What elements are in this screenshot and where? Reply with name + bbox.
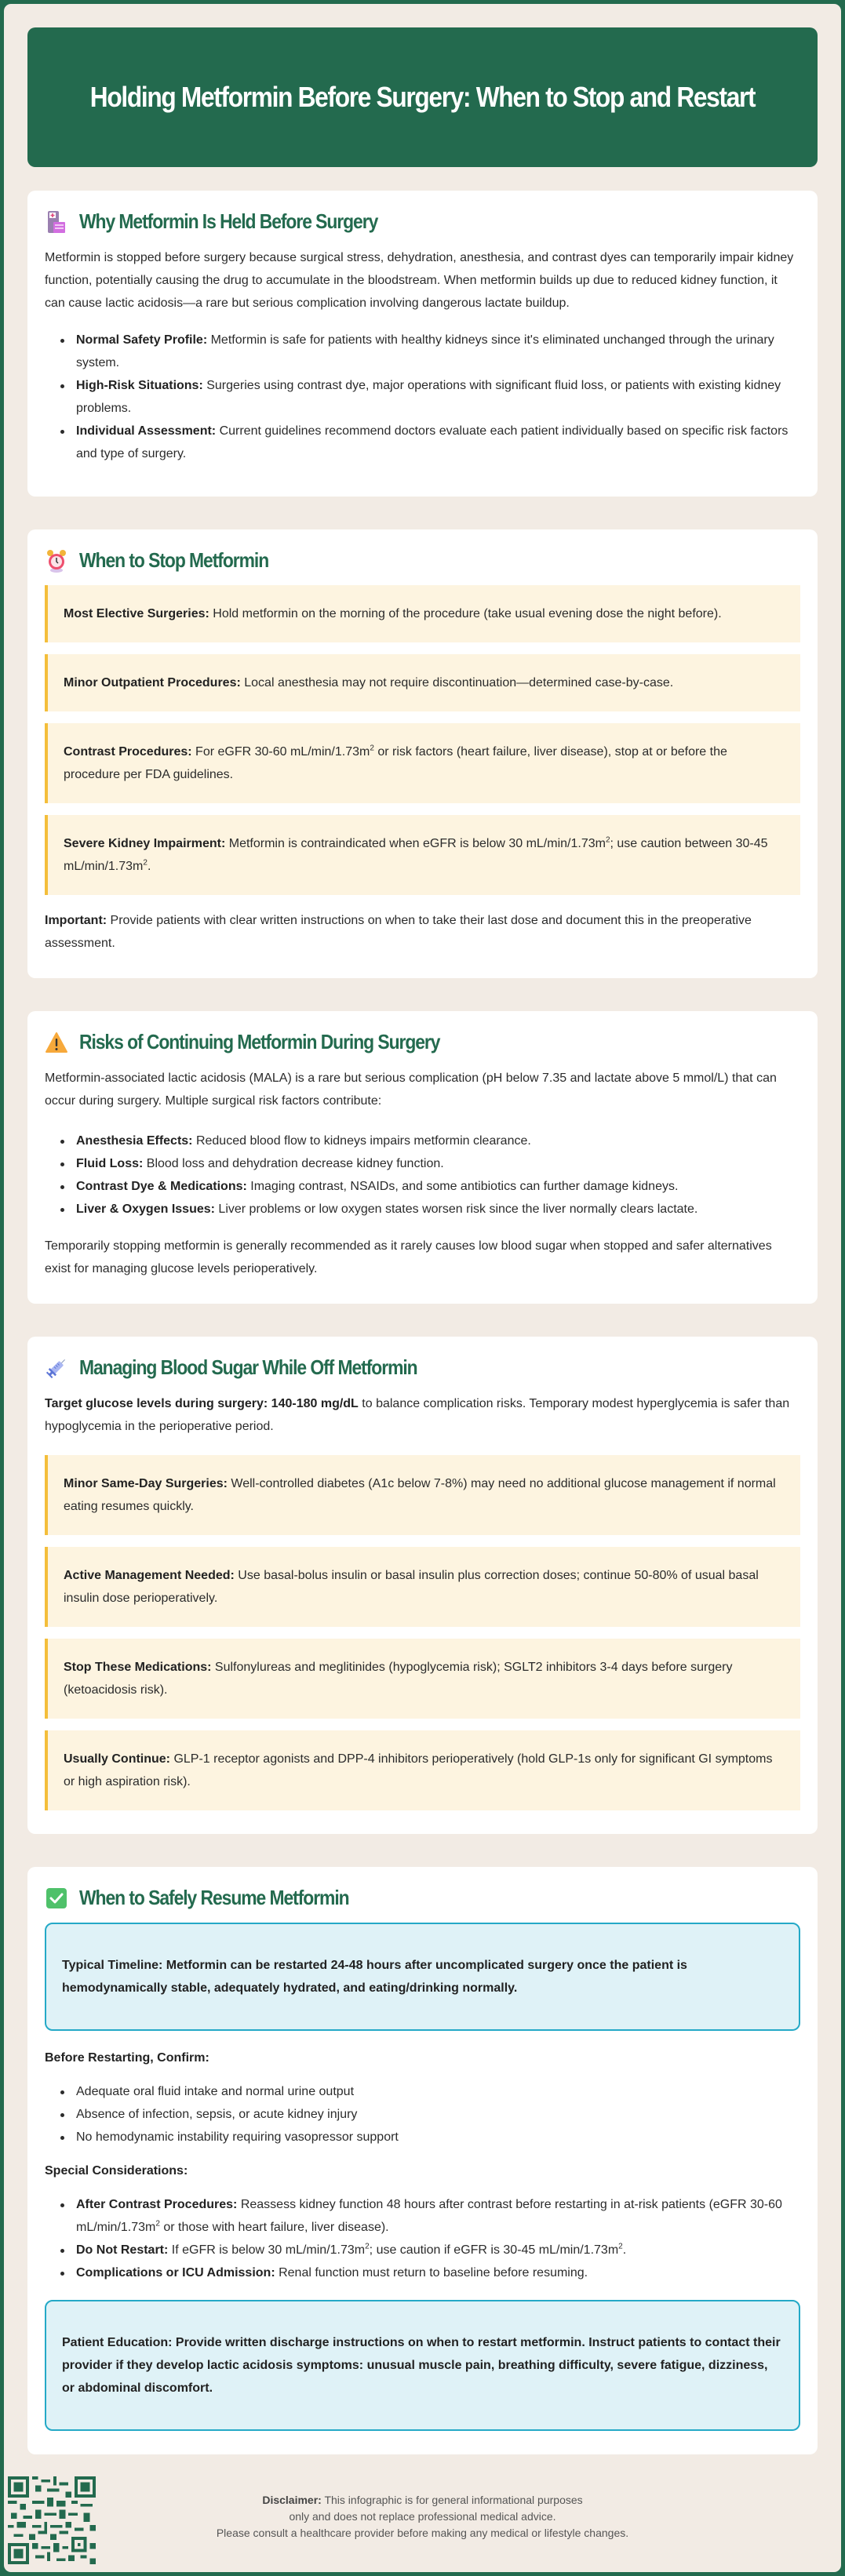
callout-text: Hold metformin on the morning of the procedure (take usual evening dose the night before). (209, 607, 722, 620)
before-restarting-heading: Before Restarting, Confirm: (45, 2051, 209, 2065)
item-label: Do Not Restart: (76, 2243, 169, 2257)
disclaimer-line (4, 2492, 841, 2509)
callout-active-management (45, 1547, 800, 1627)
list-item (60, 1152, 800, 1175)
item-text: Surgeries using contrast dye, major operations with significant fluid loss, or patients with existing kidney problems. (76, 379, 781, 415)
list-item (60, 2261, 800, 2284)
superscript: 2 (605, 835, 610, 845)
patient-education-infobox: Patient Education: Provide written discharge instructions on when to restart metformin. Instruct patients to contact their provider if they develop lactic acidosis symptoms: unusual muscle pain, breathing difficulty, severe fatigue, dizziness, or abdominal discomfort. (45, 2300, 800, 2431)
item-text: . (622, 2243, 627, 2257)
list-item (60, 1175, 800, 1198)
list-item: Adequate oral fluid intake and normal urine output (60, 2080, 800, 2103)
special-considerations-heading: Special Considerations: (45, 2164, 188, 2178)
callout-label: Most Elective Surgeries: (64, 607, 209, 620)
item-text: Renal function must return to baseline before resuming. (275, 2266, 588, 2279)
alarm-clock-icon (45, 549, 68, 573)
item-label: Normal Safety Profile: (76, 333, 208, 347)
callout-label: Minor Outpatient Procedures: (64, 676, 241, 689)
list-item (60, 2239, 800, 2261)
title-banner (27, 27, 818, 167)
section-title: Managing Blood Sugar While Off Metformin (79, 1355, 417, 1379)
list-item (60, 2193, 800, 2239)
list-item (60, 374, 800, 420)
list-item (60, 1130, 800, 1152)
footer (4, 2454, 841, 2572)
item-label: After Contrast Procedures: (76, 2198, 238, 2211)
disclaimer (4, 2492, 841, 2541)
section-risks (27, 1011, 818, 1304)
section-heading (45, 1030, 800, 1054)
section-title: Why Metformin Is Held Before Surgery (79, 209, 378, 233)
callout-text: For eGFR 30-60 mL/min/1.73m (191, 745, 370, 759)
item-label: Fluid Loss: (76, 1157, 144, 1170)
callout-minor-outpatient (45, 654, 800, 711)
note-text: Provide patients with clear written instructions on when to take their last dose and document this in the preoperative assessment. (45, 914, 752, 950)
section-heading (45, 209, 800, 234)
callout-label: Contrast Procedures: (64, 745, 192, 759)
target-label: Target glucose levels during surgery: 140-180 mg/dL (45, 1397, 359, 1410)
callout-text: Well-controlled diabetes (A1c below 7-8%) may need no additional glucose management if normal eating resumes quickly. (64, 1477, 776, 1513)
special-considerations-list (45, 2193, 800, 2284)
important-note (45, 909, 800, 955)
section-title: Risks of Continuing Metformin During Surgery (79, 1030, 440, 1053)
callout-text: GLP-1 receptor agonists and DPP-4 inhibitors perioperatively (hold GLP-1s only for significant GI symptoms or high aspiration risk). (64, 1752, 773, 1788)
section-blood-sugar (27, 1337, 818, 1834)
list-item (60, 329, 800, 374)
check-box-icon (45, 1887, 68, 1910)
item-label: High-Risk Situations: (76, 379, 203, 392)
section-heading (45, 1886, 800, 1910)
superscript: 2 (143, 858, 148, 868)
item-text: or those with heart failure, liver disease). (159, 2221, 389, 2234)
callout-text: . (147, 860, 151, 873)
item-text: If eGFR is below 30 mL/min/1.73m (168, 2243, 366, 2257)
callout-label: Minor Same-Day Surgeries: (64, 1477, 228, 1490)
callout-text: Metformin is contraindicated when eGFR is below 30 mL/min/1.73m (225, 837, 606, 850)
list-item: No hemodynamic instability requiring vasopressor support (60, 2126, 800, 2148)
callout-label: Stop These Medications: (64, 1661, 212, 1674)
section-intro (45, 1392, 800, 1438)
item-text: Metformin is safe for patients with healthy kidneys since it's eliminated unchanged through the urinary system. (76, 333, 774, 369)
disclaimer-label: Disclaimer: (262, 2494, 322, 2506)
bullet-list (45, 1130, 800, 1221)
item-label: Contrast Dye & Medications: (76, 1180, 247, 1193)
item-text: Reduced blood flow to kidneys impairs metformin clearance. (192, 1134, 531, 1148)
callout-label: Severe Kidney Impairment: (64, 837, 226, 850)
timeline-infobox: Typical Timeline: Metformin can be restarted 24-48 hours after uncomplicated surgery once the patient is hemodynamically stable, adequately hydrated, and eating/drinking normally. (45, 1923, 800, 2031)
item-text: ; use caution if eGFR is 30-45 mL/min/1.73m (369, 2243, 619, 2257)
callout-stop-medications (45, 1639, 800, 1719)
disclaimer-line: only and does not replace professional medical advice. (289, 2510, 556, 2523)
section-resume (27, 1867, 818, 2454)
page-title: Holding Metformin Before Surgery: When to Stop and Restart (89, 81, 756, 113)
item-text: Blood loss and dehydration decrease kidney function. (143, 1157, 444, 1170)
item-text: Imaging contrast, NSAIDs, and some antibiotics can further damage kidneys. (246, 1180, 679, 1193)
item-text: Reassess kidney function 48 hours after contrast before restarting in at-risk patients (eGFR 30-60 mL/min/1.73m (76, 2198, 782, 2234)
callout-text: or risk factors (heart failure, liver disease), stop at or before the procedure per FDA guidelines. (64, 745, 727, 781)
clipboard-medical-icon (45, 210, 68, 234)
superscript: 2 (365, 2242, 370, 2251)
before-restarting-list (45, 2080, 800, 2148)
section-intro: Metformin is stopped before surgery because surgical stress, dehydration, anesthesia, and contrast dyes can temporarily impair kidney function, potentially causing the drug to accumulate in the bloodstream. When metformin builds up due to reduced kidney function, it can cause lactic acidosis—a rare but serious complication involving dangerous lactate buildup. (45, 251, 794, 310)
item-label: Liver & Oxygen Issues: (76, 1202, 215, 1216)
item-text: Current guidelines recommend doctors evaluate each patient individually based on specific risk factors and type of surgery. (76, 424, 789, 460)
list-item (60, 420, 800, 465)
section-intro: Metformin-associated lactic acidosis (MALA) is a rare but serious complication (pH below 7.35 and lactate above 5 mmol/L) that can occur during surgery. Multiple surgical risk factors contribute: (45, 1072, 777, 1108)
item-text: Liver problems or low oxygen states worsen risk since the liver normally clears lactate. (214, 1202, 698, 1216)
section-heading (45, 1355, 800, 1380)
item-label: Complications or ICU Admission: (76, 2266, 275, 2279)
superscript: 2 (370, 744, 374, 753)
callout-text: Use basal-bolus insulin or basal insulin plus correction doses; continue 50-80% of usual basal insulin dose perioperatively. (64, 1569, 759, 1605)
list-item: Absence of infection, sepsis, or acute kidney injury (60, 2103, 800, 2126)
superscript: 2 (155, 2219, 160, 2229)
item-label: Individual Assessment: (76, 424, 217, 438)
callout-text: Sulfonylureas and meglitinides (hypoglycemia risk); SGLT2 inhibitors 3-4 days before surgery (ketoacidosis risk). (64, 1661, 733, 1697)
section-title: When to Safely Resume Metformin (79, 1886, 349, 1909)
list-item (60, 1198, 800, 1221)
section-when-to-stop (27, 529, 818, 978)
callout-contrast (45, 723, 800, 803)
intro-text: to balance complication risks. Temporary modest hyperglycemia is safer than hypoglycemia in the perioperative period. (45, 1397, 790, 1433)
bullet-list (45, 329, 800, 465)
callout-label: Active Management Needed: (64, 1569, 235, 1582)
note-label: Important: (45, 914, 107, 927)
callout-minor-same-day (45, 1455, 800, 1535)
callout-text: Local anesthesia may not require discontinuation—determined case-by-case. (240, 676, 674, 689)
callout-severe-kidney (45, 815, 800, 895)
callout-elective (45, 585, 800, 642)
superscript: 2 (618, 2242, 623, 2251)
section-why-held (27, 191, 818, 497)
section-heading (45, 548, 800, 573)
callout-text: ; use caution between 30-45 mL/min/1.73m (64, 837, 768, 873)
callout-usually-continue (45, 1730, 800, 1810)
disclaimer-line: Please consult a healthcare provider before making any medical or lifestyle changes. (216, 2527, 629, 2539)
syringe-icon (45, 1356, 68, 1380)
warning-icon (45, 1031, 68, 1054)
section-outro: Temporarily stopping metformin is generally recommended as it rarely causes low blood sugar when stopped and safer alternatives exist for managing glucose levels perioperatively. (45, 1239, 772, 1275)
item-label: Anesthesia Effects: (76, 1134, 193, 1148)
disclaimer-text: This infographic is for general informational purposes (321, 2494, 583, 2506)
callout-label: Usually Continue: (64, 1752, 171, 1766)
section-title: When to Stop Metformin (79, 548, 269, 572)
